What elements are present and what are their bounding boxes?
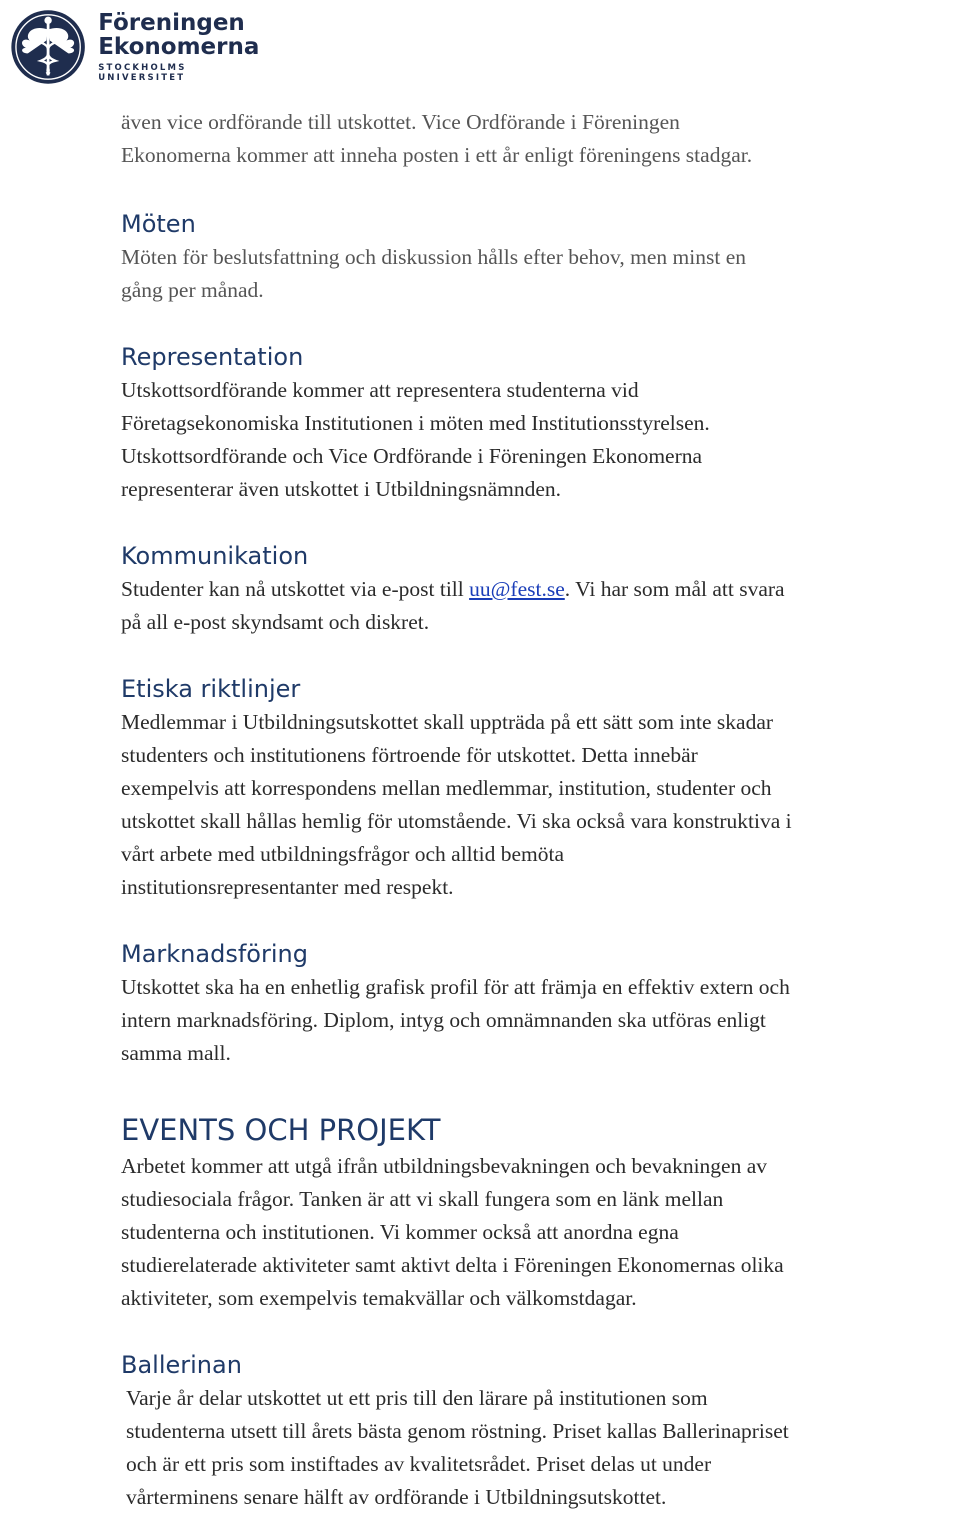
section-heading-ballerinan: Ballerinan xyxy=(121,1351,242,1379)
logo-line-1: Föreningen xyxy=(98,10,245,36)
paragraph-line: samma mall. xyxy=(121,1041,231,1065)
ballerinan-paragraph xyxy=(121,1382,956,1514)
logo-line-2: Ekonomerna xyxy=(98,34,260,60)
paragraph-line: vårt arbete med utbildningsfrågor och alltid bemöta xyxy=(121,842,564,866)
foreningen-ekonomerna-logo xyxy=(4,2,264,92)
section-heading-events: EVENTS OCH PROJEKT xyxy=(121,1113,441,1147)
paragraph-line: aktiviteter, som exempelvis temakvällar och välkomstdagar. xyxy=(121,1286,637,1310)
paragraph-line: exempelvis att korrespondens mellan medlemmar, institution, studenter och xyxy=(121,776,772,800)
section-heading-representation: Representation xyxy=(121,343,304,371)
paragraph-line: studiesociala frågor. Tanken är att vi skall fungera som en länk mellan xyxy=(121,1187,724,1211)
paragraph-line: representerar även utskottet i Utbildningsnämnden. xyxy=(121,477,562,501)
paragraph-line: och är ett pris som instiftades av kvalitetsrådet. Priset delas ut under xyxy=(126,1452,712,1476)
section-heading-moten: Möten xyxy=(121,210,196,238)
text-run: . Vi har som mål att svara xyxy=(564,577,785,601)
paragraph-line: studenterna utsett till årets bästa genom röstning. Priset kallas Ballerinapriset xyxy=(126,1419,789,1443)
paragraph-line: intern marknadsföring. Diplom, intyg och omnämnanden ska utföras enligt xyxy=(121,1008,766,1032)
intro-line: Ekonomerna kommer att inneha posten i ett år enligt föreningens stadgar. xyxy=(121,143,753,167)
paragraph-line: Varje år delar utskottet ut ett pris till den lärare på institutionen som xyxy=(126,1386,708,1410)
text-run: Studenter kan nå utskottet via e-post till xyxy=(121,577,470,601)
paragraph-line: Utskottet ska ha en enhetlig grafisk profil för att främja en effektiv extern och xyxy=(121,975,790,999)
paragraph-line: Möten för beslutsfattning och diskussion hålls efter behov, men minst en xyxy=(121,245,746,269)
logo-subtitle: STOCKHOLMS UNIVERSITET xyxy=(98,63,187,83)
paragraph-line xyxy=(121,573,956,606)
logo-wordmark xyxy=(98,11,264,83)
paragraph-line: studenters och institutionens förtroende för utskottet. Detta innebär xyxy=(121,743,698,767)
paragraph-line: studenterna och institutionen. Vi kommer också att anordna egna xyxy=(121,1220,679,1244)
paragraph-line: Utskottsordförande kommer att representera studenterna vid xyxy=(121,378,639,402)
paragraph-line: Utskottsordförande och Vice Ordförande i Föreningen Ekonomerna xyxy=(121,444,703,468)
email-link[interactable]: uu@fest.se xyxy=(469,577,565,601)
section-heading-marknadsforing: Marknadsföring xyxy=(121,940,308,968)
paragraph-line: gång per månad. xyxy=(121,278,264,302)
paragraph-line: Medlemmar i Utbildningsutskottet skall uppträda på ett sätt som inte skadar xyxy=(121,710,774,734)
paragraph-line: Arbetet kommer att utgå ifrån utbildningsbevakningen och bevakningen av xyxy=(121,1154,768,1178)
paragraph-line: studierelaterade aktiviteter samt aktivt delta i Föreningen Ekonomernas olika xyxy=(121,1253,784,1277)
section-heading-kommunikation: Kommunikation xyxy=(121,542,309,570)
intro-line: även vice ordförande till utskottet. Vice Ordförande i Föreningen xyxy=(121,110,680,134)
section-heading-etiska: Etiska riktlinjer xyxy=(121,675,301,703)
paragraph-line: på all e-post skyndsamt och diskret. xyxy=(121,610,430,634)
caduceus-seal-icon xyxy=(4,4,92,90)
paragraph-line: institutionsrepresentanter med respekt. xyxy=(121,875,454,899)
paragraph-line: vårterminens senare hälft av ordförande i Utbildningsutskottet. xyxy=(126,1485,667,1509)
paragraph-line: utskottet skall hållas hemlig för utomstående. Vi ska också vara konstruktiva i xyxy=(121,809,792,833)
document-body xyxy=(121,106,956,1514)
paragraph-line: Företagsekonomiska Institutionen i möten med Institutionsstyrelsen. xyxy=(121,411,710,435)
